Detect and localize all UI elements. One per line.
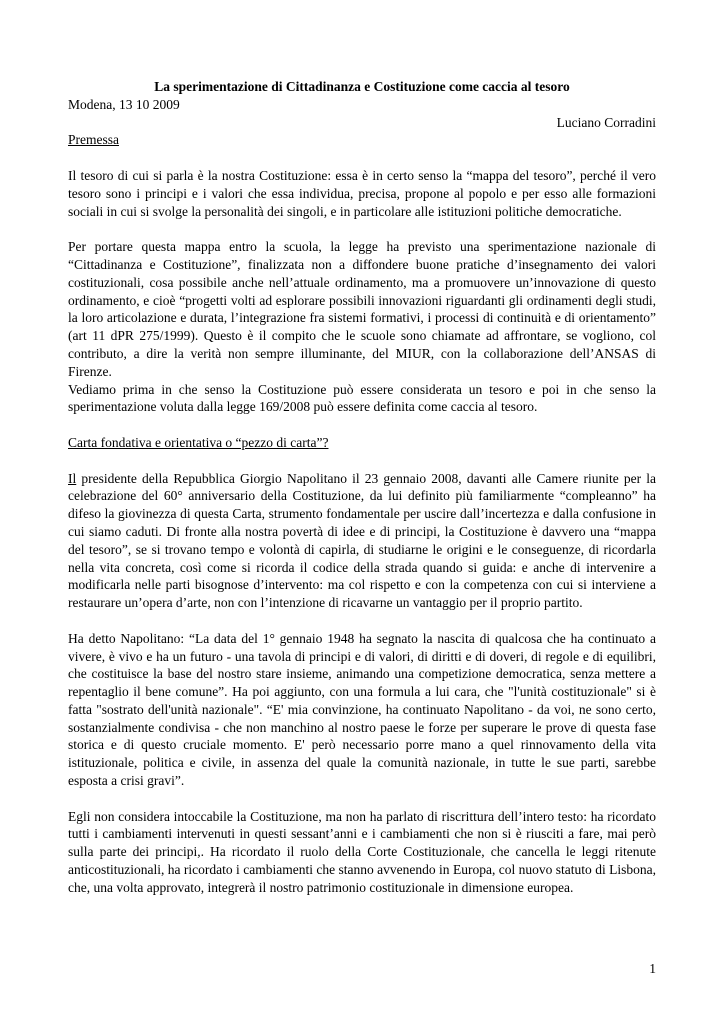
document-title: La sperimentazione di Cittadinanza e Costituzione come caccia al tesoro — [154, 79, 570, 94]
author-byline: Luciano Corradini — [556, 114, 656, 130]
paragraph-napolitano: Ha detto Napolitano: “La data del 1° gennaio 1948 ha segnato la nascita di qualcosa che ha continuato a vivere, è vivo e ha un futuro - una tavola di principi e di valori, di diritti e di doveri, di regole e di equilibri, che costituisce la base del nostro stare insieme, animando una competizione democratica, senza mettere a repentaglio il bene comune”. Ha poi aggiunto, con una formula a lui cara, che "l'unità costituzionale" si è fatta "sostrato dell'unità nazionale". “E' mia convinzione, ha continuato Napolitano - da voi, ne sono certo, sostanzialmente condivisa - che non manchino al nostro paese le forze per superare le prove di questa fase storica e di questo cruciale momento. E' però necessario porre mano a quel rinnovamento della vita istituzionale, politica e civile, in assenza del quale la comunità nazionale, in tutte le sue parti, sarebbe esposta a crisi gravi”. — [68, 630, 656, 789]
page-number: 1 — [649, 961, 656, 977]
section-heading-carta — [68, 434, 656, 452]
paragraph-mappa: Per portare questa mappa entro la scuola, la legge ha previsto una sperimentazione nazionale di “Cittadinanza e Costituzione”, finalizzata non a diffondere buone pratiche d’insegnamento dei valori costituzionali, cosa possibile anche nell’attuale ordinamento, ma a promuovere un’innovazione di questo ordinamento, e cioè “progetti volti ad esplorare possibili innovazioni riguardanti gli ordinamenti degli studi, la loro articolazione e durata, l’integrazione fra sistemi formativi, i processi di continuità e di orientamento” (art 11 dPR 275/1999). Questo è il compito che le scuole sono chiamate ad affrontare, se vogliono, col contributo, a dire la verità non sempre illuminante, del MIUR, con la collaborazione dell’ANSAS di Firenze. — [68, 239, 656, 379]
paragraph-tesoro: Il tesoro di cui si parla è la nostra Costituzione: essa è in certo senso la “mappa del tesoro”, perché il vero tesoro sono i principi e i valori che essa individua, precisa, propone al popolo e per esso alle formazioni sociali in cui si svolge la personalità dei singoli, e in particolare alle istituzioni politiche democratiche. — [68, 167, 656, 219]
premessa-heading-text: Premessa — [68, 132, 119, 148]
section-heading-premessa — [68, 131, 656, 149]
paragraph-presidente — [68, 470, 656, 612]
dateline: Modena, 13 10 2009 — [68, 96, 180, 112]
paragraph-presidente-rest: presidente della Repubblica Giorgio Napolitano il 23 gennaio 2008, davanti alle Camere riunite per la celebrazione del 60° anniversario della Costituzione, da lui definito più familiarmente “compleanno” ha difeso la giovinezza di questa Carta, strumento fondamentale per uscire dall’incertezza e dalla confusione in cui siamo caduti. Di fronte alla nostra povertà di idee e di principi, la Costituzione è davvero una “mappa del tesoro”, se si trovano tempo e volontà di capirla, di studiarne le origini e le conseguenze, di ricordarla nella vita concreta, così come si ricorda il codice della strada quando si guida: e anche di intervenire a modificarla nelle parti bisognose d’intervento: ma col rispetto e con la competenza con cui si interviene a restaurare un’opera d’arte, non con l’intenzione di ricavarne un vantaggio per il proprio partito. — [68, 470, 656, 611]
carta-heading-text: Carta fondativa e orientativa o “pezzo di carta”? — [68, 434, 329, 450]
paragraph-presidente-lead: Il — [68, 470, 77, 486]
paragraph-egli: Egli non considera intoccabile la Costituzione, ma non ha parlato di riscrittura dell’intero testo: ha ricordato tutti i cambiamenti intervenuti in questi sessant’anni e i cambiamenti che non si è riusciti a fare, mai però sulla parte dei principi,. Ha ricordato il ruolo della Corte Costituzionale, che cancella le leggi ritenute anticostituzionali, ha ricordato i cambiamenti che stanno avvenendo in Europa, col nuovo statuto di Lisbona, che, una volta approvato, integrerà il nostro patrimonio costituzionale in dimensione europea. — [68, 808, 656, 895]
paragraph-vediamo: Vediamo prima in che senso la Costituzione può essere considerata un tesoro e poi in che senso la sperimentazione voluta dalla legge 169/2008 può essere definita come caccia al tesoro. — [68, 381, 656, 415]
